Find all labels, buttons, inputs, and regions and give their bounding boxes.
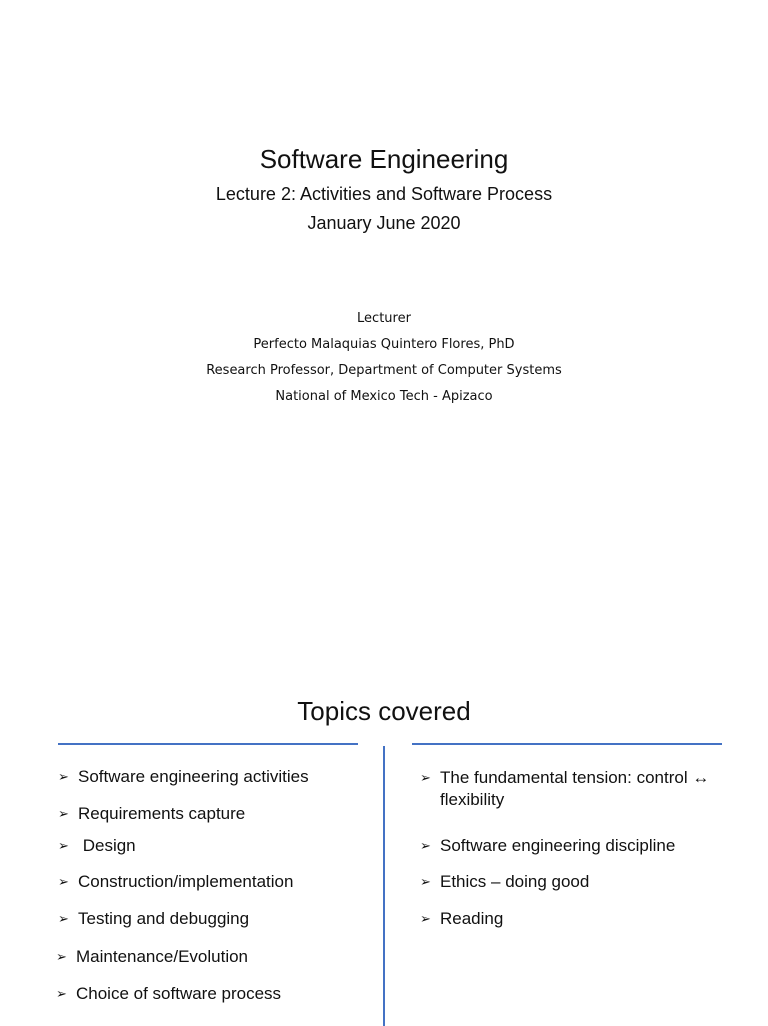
right-column-rule — [412, 743, 722, 745]
topic-label: Requirements capture — [78, 804, 246, 823]
topic-label: Design — [78, 836, 136, 855]
lecturer-role: Research Professor, Department of Computer Systems — [206, 363, 562, 378]
arrow-bullet-icon: ➢ — [420, 770, 431, 785]
lecturer-info — [0, 306, 768, 410]
arrow-bullet-icon: ➢ — [420, 838, 431, 853]
topic-label: Ethics – doing good — [440, 872, 590, 891]
lecturer-name: Perfecto Malaquias Quintero Flores, PhD — [253, 337, 515, 352]
topics-slide — [0, 660, 768, 1024]
left-column-rule — [58, 743, 358, 745]
lecture-date: January June 2020 — [307, 213, 461, 233]
topic-item — [420, 767, 730, 811]
topic-label: Software engineering activities — [78, 767, 309, 786]
arrow-bullet-icon: ➢ — [420, 874, 431, 889]
topic-item — [420, 908, 503, 930]
topic-item — [58, 803, 245, 825]
arrow-bullet-icon: ➢ — [58, 838, 69, 853]
topic-item — [58, 835, 136, 857]
topics-title: Topics covered — [297, 696, 471, 726]
topic-item — [58, 908, 249, 930]
arrow-bullet-icon: ➢ — [56, 949, 67, 964]
arrow-bullet-icon: ➢ — [58, 806, 69, 821]
arrow-bullet-icon: ➢ — [58, 911, 69, 926]
slide-title: Software Engineering — [259, 144, 509, 174]
arrow-bullet-icon: ➢ — [420, 911, 431, 926]
topic-label: Reading — [440, 909, 504, 928]
topic-label: The fundamental tension: control ↔ flexibility — [440, 768, 710, 809]
topic-item — [420, 835, 675, 857]
topic-label: Software engineering discipline — [440, 836, 676, 855]
topic-item — [56, 946, 248, 968]
arrow-bullet-icon: ➢ — [58, 769, 69, 784]
arrow-bullet-icon: ➢ — [58, 874, 69, 889]
topic-item — [58, 871, 293, 893]
topic-item — [56, 983, 281, 1005]
topic-label: Maintenance/Evolution — [76, 947, 249, 966]
lecture-subtitle: Lecture 2: Activities and Software Process — [215, 184, 553, 204]
topic-label: Construction/implementation — [78, 872, 294, 891]
arrow-bullet-icon: ➢ — [56, 986, 67, 1001]
topic-item — [58, 766, 309, 788]
topic-label: Testing and debugging — [78, 909, 250, 928]
column-divider — [383, 746, 385, 1026]
lecturer-heading: Lecturer — [357, 311, 411, 326]
topic-label: Choice of software process — [76, 984, 282, 1003]
topic-item — [420, 871, 589, 893]
institution-name: National of Mexico Tech - Apizaco — [275, 389, 493, 404]
